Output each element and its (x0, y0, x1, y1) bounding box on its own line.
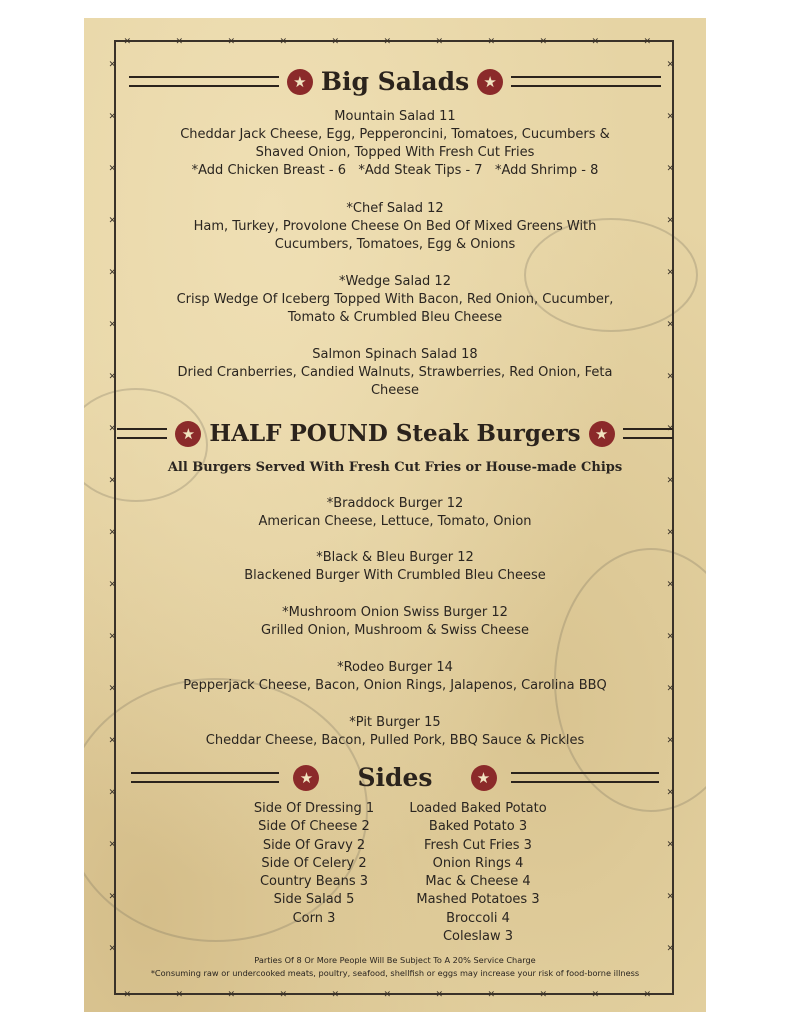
barb-icon: ✕ (667, 629, 674, 642)
item-name: *Pit Burger 15 (349, 715, 441, 730)
barb-icon: ✕ (667, 57, 674, 70)
barb-icon: ✕ (644, 34, 651, 47)
item-name: *Rodeo Burger 14 (337, 660, 453, 675)
salads-heading: Big Salads (320, 67, 470, 96)
barb-icon: ✕ (540, 34, 547, 47)
barb-icon: ✕ (280, 34, 287, 47)
barb-icon: ✕ (667, 941, 674, 954)
barb-icon: ✕ (109, 681, 116, 694)
barb-icon: ✕ (109, 317, 116, 330)
barb-icon: ✕ (109, 941, 116, 954)
menu-item (84, 108, 706, 180)
menu-item (84, 604, 706, 640)
barb-icon: ✕ (109, 473, 116, 486)
barb-icon: ✕ (109, 213, 116, 226)
list-item: Side Of Cheese 2 (258, 819, 370, 835)
barb-icon: ✕ (109, 733, 116, 746)
item-name: Salmon Spinach Salad 18 (312, 347, 478, 362)
barb-icon: ✕ (109, 421, 116, 434)
menu-item (84, 549, 706, 585)
barb-icon: ✕ (109, 629, 116, 642)
item-desc: Tomato & Crumbled Bleu Cheese (287, 310, 503, 325)
item-desc: Blackened Burger With Crumbled Bleu Cheese (244, 568, 546, 583)
barb-icon: ✕ (667, 473, 674, 486)
barb-icon: ✕ (109, 785, 116, 798)
barb-icon: ✕ (667, 577, 674, 590)
heading-rule-right (511, 772, 659, 783)
barbed-wire-bottom (114, 993, 674, 995)
barb-icon: ✕ (109, 57, 116, 70)
list-item: Mashed Potatoes 3 (416, 892, 540, 908)
barb-icon: ✕ (109, 577, 116, 590)
star-icon: ★ (287, 69, 313, 95)
menu-page (84, 18, 706, 1012)
barb-icon: ✕ (592, 987, 599, 1000)
barb-icon: ✕ (228, 34, 235, 47)
item-name: Mountain Salad 11 (334, 109, 456, 124)
barb-icon: ✕ (109, 369, 116, 382)
barb-icon: ✕ (667, 837, 674, 850)
heading-rule-right (623, 428, 673, 439)
star-icon: ★ (477, 69, 503, 95)
list-item: Broccoli 4 (446, 910, 510, 926)
barb-icon: ✕ (176, 987, 183, 1000)
item-desc: Ham, Turkey, Provolone Cheese On Bed Of Mixed Greens With (193, 219, 597, 234)
list-item: Mac & Cheese 4 (425, 874, 531, 890)
barb-icon: ✕ (667, 369, 674, 382)
barb-icon: ✕ (109, 161, 116, 174)
item-name: *Braddock Burger 12 (326, 496, 464, 511)
item-desc: Cucumbers, Tomatoes, Egg & Onions (274, 237, 516, 252)
item-name: *Chef Salad 12 (346, 201, 444, 216)
list-item: Coleslaw 3 (442, 929, 514, 945)
list-item: Side Of Dressing 1 (253, 801, 375, 816)
menu-item (84, 346, 706, 400)
barb-icon: ✕ (667, 317, 674, 330)
barb-icon: ✕ (384, 34, 391, 47)
burgers-heading: HALF POUND Steak Burgers (209, 420, 581, 447)
menu-item (84, 714, 706, 750)
item-addons: *Add Chicken Breast - 6 *Add Steak Tips - 7 *Add Shrimp - 8 (191, 163, 599, 178)
barb-icon: ✕ (124, 987, 131, 1000)
star-icon: ★ (175, 421, 201, 447)
barb-icon: ✕ (109, 837, 116, 850)
heading-rule-right (511, 76, 661, 87)
barb-icon: ✕ (109, 889, 116, 902)
barb-icon: ✕ (332, 987, 339, 1000)
list-item: Side Salad 5 (273, 892, 355, 908)
item-name: *Wedge Salad 12 (339, 274, 451, 289)
item-desc: Dried Cranberries, Candied Walnuts, Strawberries, Red Onion, Feta (177, 365, 613, 380)
barb-icon: ✕ (667, 161, 674, 174)
star-icon: ★ (293, 765, 319, 791)
barb-icon: ✕ (176, 34, 183, 47)
item-desc: Cheese (370, 383, 420, 398)
sides-left-column (234, 800, 394, 928)
list-item: Fresh Cut Fries 3 (424, 837, 532, 853)
barb-icon: ✕ (667, 421, 674, 434)
item-desc: Pepperjack Cheese, Bacon, Onion Rings, Jalapenos, Carolina BBQ (183, 678, 607, 693)
burgers-heading-row (84, 420, 706, 447)
list-item: Loaded Baked Potato (409, 801, 547, 816)
menu-item (84, 200, 706, 254)
item-desc: Cheddar Cheese, Bacon, Pulled Pork, BBQ Sauce & Pickles (205, 733, 585, 748)
barb-icon: ✕ (280, 987, 287, 1000)
barb-icon: ✕ (667, 265, 674, 278)
heading-rule-left (129, 76, 279, 87)
heading-rule-left (131, 772, 279, 783)
barb-icon: ✕ (592, 34, 599, 47)
list-item: Country Beans 3 (259, 874, 369, 890)
barb-icon: ✕ (667, 213, 674, 226)
barb-icon: ✕ (228, 987, 235, 1000)
barb-icon: ✕ (488, 987, 495, 1000)
star-icon: ★ (471, 765, 497, 791)
barb-icon: ✕ (332, 34, 339, 47)
barb-icon: ✕ (436, 987, 443, 1000)
sides-right-column (398, 800, 558, 946)
list-item: Side Of Gravy 2 (262, 837, 366, 853)
barb-icon: ✕ (124, 34, 131, 47)
heading-rule-left (117, 428, 167, 439)
barb-icon: ✕ (667, 889, 674, 902)
barb-icon: ✕ (667, 109, 674, 122)
barb-icon: ✕ (540, 987, 547, 1000)
menu-item (84, 659, 706, 695)
barb-icon: ✕ (109, 525, 116, 538)
barbed-wire-top (114, 40, 674, 42)
barb-icon: ✕ (644, 987, 651, 1000)
item-name: *Black & Bleu Burger 12 (316, 550, 474, 565)
sides-list (84, 800, 706, 970)
burgers-subheading: All Burgers Served With Fresh Cut Fries or House-made Chips (167, 460, 623, 475)
item-desc: Grilled Onion, Mushroom & Swiss Cheese (261, 623, 529, 638)
service-charge-note: Parties Of 8 Or More People Will Be Subject To A 20% Service Charge (254, 955, 536, 965)
barb-icon: ✕ (436, 34, 443, 47)
salads-heading-row (84, 67, 706, 96)
list-item: Baked Potato 3 (428, 819, 528, 835)
sides-heading-row (84, 763, 706, 792)
barb-icon: ✕ (488, 34, 495, 47)
barb-icon: ✕ (667, 785, 674, 798)
item-desc: American Cheese, Lettuce, Tomato, Onion (258, 514, 532, 529)
item-desc: Cheddar Jack Cheese, Egg, Pepperoncini, Tomatoes, Cucumbers & (180, 127, 610, 142)
barb-icon: ✕ (667, 733, 674, 746)
barb-icon: ✕ (667, 681, 674, 694)
star-icon: ★ (589, 421, 615, 447)
list-item: Corn 3 (292, 910, 336, 926)
item-name: *Mushroom Onion Swiss Burger 12 (282, 605, 508, 620)
item-desc: Shaved Onion, Topped With Fresh Cut Fries (255, 145, 535, 160)
barb-icon: ✕ (109, 265, 116, 278)
food-safety-warning: *Consuming raw or undercooked meats, poultry, seafood, shellfish or eggs may increase your risk of food-borne illness (150, 968, 640, 978)
menu-item (84, 495, 706, 531)
barb-icon: ✕ (667, 525, 674, 538)
barb-icon: ✕ (109, 109, 116, 122)
barb-icon: ✕ (384, 987, 391, 1000)
item-desc: Crisp Wedge Of Iceberg Topped With Bacon, Red Onion, Cucumber, (176, 292, 614, 307)
list-item: Onion Rings 4 (432, 855, 524, 871)
list-item: Side Of Celery 2 (261, 855, 367, 871)
menu-item (84, 273, 706, 330)
sides-heading: Sides (357, 763, 433, 792)
